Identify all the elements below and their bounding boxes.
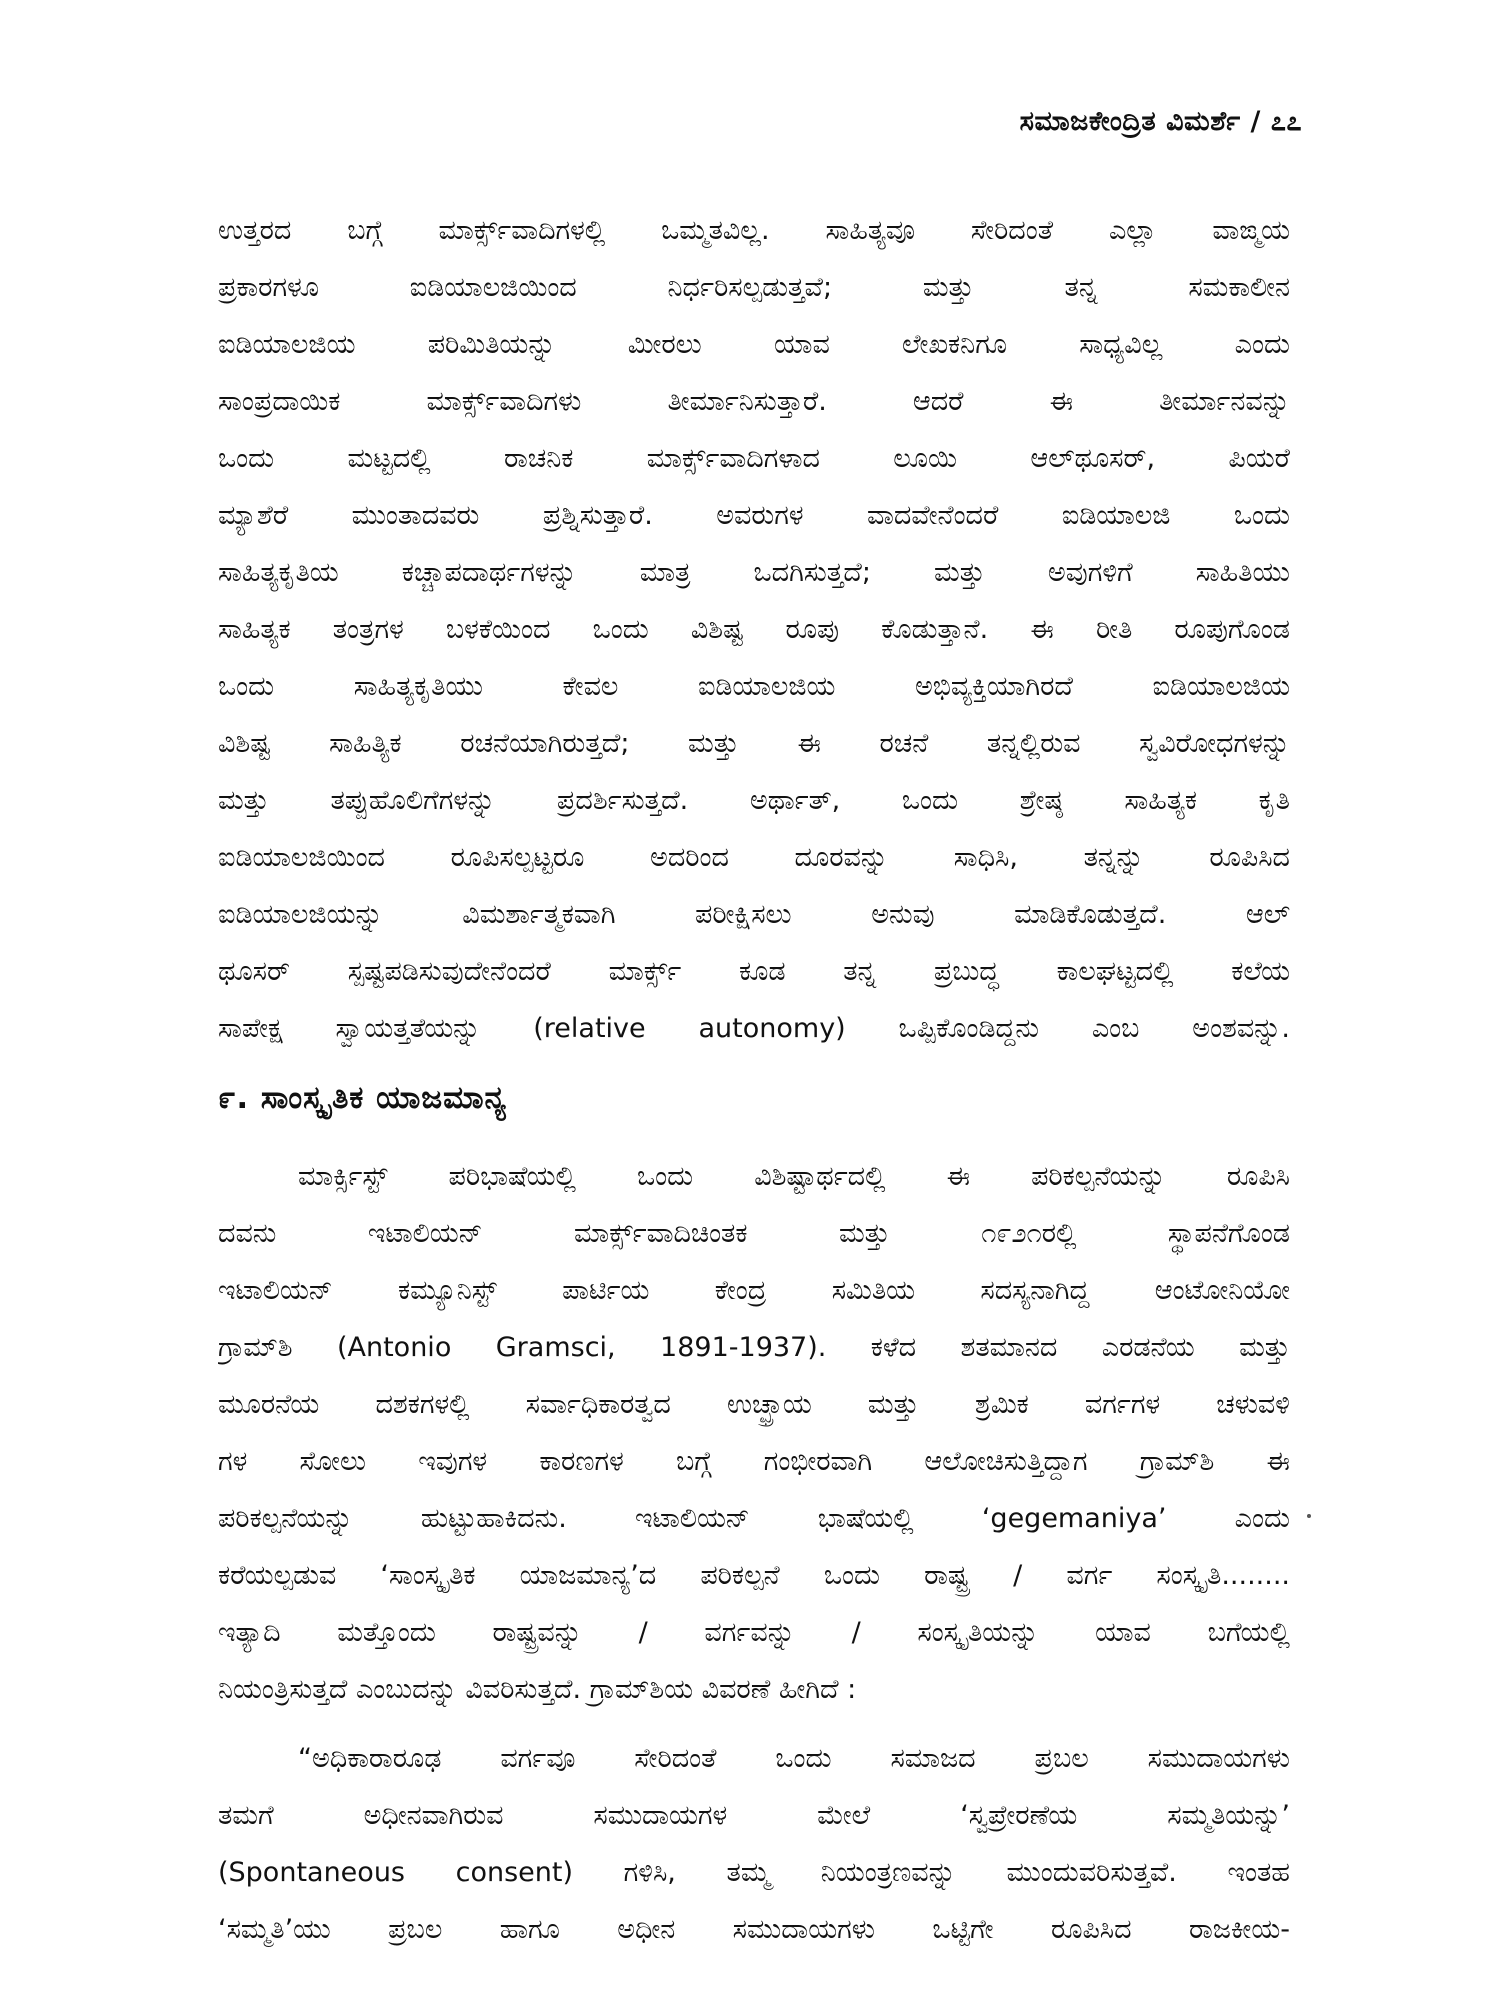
text-line: ಸಾಪೇಕ್ಷ ಸ್ವಾಯತ್ತತೆಯನ್ನು (relative autonomy) ಒಪ್ಪಿಕೊಂಡಿದ್ದನು ಎಂಬ ಅಂಶವನ್ನು. <box>218 1013 1290 1044</box>
text-line: ಒಂದು ಸಾಹಿತ್ಯಕೃತಿಯು ಕೇವಲ ಐಡಿಯಾಲಜಿಯ ಅಭಿವ್ಯಕ್ತಿಯಾಗಿರದೆ ಐಡಿಯಾಲಜಿಯ <box>218 671 1290 702</box>
text-line: ವಿಶಿಷ್ಟ ಸಾಹಿತ್ಯಿಕ ರಚನೆಯಾಗಿರುತ್ತದೆ; ಮತ್ತು ಈ ರಚನೆ ತನ್ನಲ್ಲಿರುವ ಸ್ವವಿರೋಧಗಳನ್ನು <box>218 728 1290 759</box>
text-line: ಉತ್ತರದ ಬಗ್ಗೆ ಮಾರ್ಕ್ಸ್‌ವಾದಿಗಳಲ್ಲಿ ಒಮ್ಮತವಿಲ್ಲ. ಸಾಹಿತ್ಯವೂ ಸೇರಿದಂತೆ ಎಲ್ಲಾ ವಾಙ್ಮಯ <box>218 215 1290 246</box>
text-line: ಮತ್ತು ತಪ್ಪುಹೊಲಿಗೆಗಳನ್ನು ಪ್ರದರ್ಶಿಸುತ್ತದೆ. ಅರ್ಥಾತ್, ಒಂದು ಶ್ರೇಷ್ಠ ಸಾಹಿತ್ಯಕ ಕೃತಿ <box>218 785 1290 816</box>
text-line: ಸಾಹಿತ್ಯಕೃತಿಯ ಕಚ್ಚಾಪದಾರ್ಥಗಳನ್ನು ಮಾತ್ರ ಒದಗಿಸುತ್ತದೆ; ಮತ್ತು ಅವುಗಳಿಗೆ ಸಾಹಿತಿಯು <box>218 557 1290 588</box>
text-line: ಸಾಹಿತ್ಯಕ ತಂತ್ರಗಳ ಬಳಕೆಯಿಂದ ಒಂದು ವಿಶಿಷ್ಟ ರೂಪು ಕೊಡುತ್ತಾನೆ. ಈ ರೀತಿ ರೂಪುಗೊಂಡ <box>218 614 1290 645</box>
running-header: ಸಮಾಜಕೇಂದ್ರಿತ ವಿಮರ್ಶೆ / ೭೭ <box>1019 106 1302 137</box>
text-line: “ಅಧಿಕಾರಾರೂಢ ವರ್ಗವೂ ಸೇರಿದಂತೆ ಒಂದು ಸಮಾಜದ ಪ್ರಬಲ ಸಮುದಾಯಗಳು <box>298 1743 1290 1774</box>
text-line: ಇಟಾಲಿಯನ್ ಕಮ್ಯೂನಿಸ್ಟ್ ಪಾರ್ಟಿಯ ಕೇಂದ್ರ ಸಮಿತಿಯ ಸದಸ್ಯನಾಗಿದ್ದ ಆಂಟೋನಿಯೋ <box>218 1275 1290 1306</box>
text-line: ಐಡಿಯಾಲಜಿಯನ್ನು ವಿಮರ್ಶಾತ್ಮಕವಾಗಿ ಪರೀಕ್ಷಿಸಲು ಅನುವು ಮಾಡಿಕೊಡುತ್ತದೆ. ಆಲ್ <box>218 899 1290 930</box>
text-line: ಗಳ ಸೋಲು ಇವುಗಳ ಕಾರಣಗಳ ಬಗ್ಗೆ ಗಂಭೀರವಾಗಿ ಆಲೋಚಿಸುತ್ತಿದ್ದಾಗ ಗ್ರಾಮ್‌ಶಿ ಈ <box>218 1446 1290 1477</box>
text-line: ತಮಗೆ ಅಧೀನವಾಗಿರುವ ಸಮುದಾಯಗಳ ಮೇಲೆ ‘ಸ್ವಪ್ರೇರಣೆಯ ಸಮ್ಮತಿಯನ್ನು’ <box>218 1800 1290 1831</box>
text-line: ನಿಯಂತ್ರಿಸುತ್ತದೆ ಎಂಬುದನ್ನು ವಿವರಿಸುತ್ತದೆ. ಗ್ರಾಮ್‌ಶಿಯ ವಿವರಣೆ ಹೀಗಿದೆ : <box>218 1674 857 1705</box>
text-line: ಐಡಿಯಾಲಜಿಯಿಂದ ರೂಪಿಸಲ್ಪಟ್ಟರೂ ಅದರಿಂದ ದೂರವನ್ನು ಸಾಧಿಸಿ, ತನ್ನನ್ನು ರೂಪಿಸಿದ <box>218 842 1290 873</box>
text-line: ಗ್ರಾಮ್‌ಶಿ (Antonio Gramsci, 1891-1937). ಕಳೆದ ಶತಮಾನದ ಎರಡನೆಯ ಮತ್ತು <box>218 1332 1290 1363</box>
text-line: ಥೂಸರ್ ಸ್ಪಷ್ಟಪಡಿಸುವುದೇನೆಂದರೆ ಮಾರ್ಕ್ಸ್ ಕೂಡ ತನ್ನ ಪ್ರಬುದ್ಧ ಕಾಲಘಟ್ಟದಲ್ಲಿ ಕಲೆಯ <box>218 956 1290 987</box>
text-line: (Spontaneous consent) ಗಳಿಸಿ, ತಮ್ಮ ನಿಯಂತ್ರಣವನ್ನು ಮುಂದುವರಿಸುತ್ತವೆ. ಇಂತಹ <box>218 1857 1290 1888</box>
paragraph-marxist-debate <box>218 202 1290 1057</box>
text-line: ಪ್ರಕಾರಗಳೂ ಐಡಿಯಾಲಜಿಯಿಂದ ನಿರ್ಧರಿಸಲ್ಪಡುತ್ತವೆ; ಮತ್ತು ತನ್ನ ಸಮಕಾಲೀನ <box>218 272 1290 303</box>
text-line: ಪರಿಕಲ್ಪನೆಯನ್ನು ಹುಟ್ಟುಹಾಕಿದನು. ಇಟಾಲಿಯನ್ ಭಾಷೆಯಲ್ಲಿ ‘gegemaniya’ ಎಂದು <box>218 1503 1290 1534</box>
text-line: ಒಂದು ಮಟ್ಟದಲ್ಲಿ ರಾಚನಿಕ ಮಾರ್ಕ್ಸ್‌ವಾದಿಗಳಾದ ಲೂಯಿ ಆಲ್‌ಥೂಸರ್, ಪಿಯರೆ <box>218 443 1290 474</box>
text-line: ಮ್ಯಾಶೆರೆ ಮುಂತಾದವರು ಪ್ರಶ್ನಿಸುತ್ತಾರೆ. ಅವರುಗಳ ವಾದವೇನೆಂದರೆ ಐಡಿಯಾಲಜಿ ಒಂದು <box>218 500 1290 531</box>
quotation-block <box>218 1730 1290 1958</box>
text-line: ಸಾಂಪ್ರದಾಯಿಕ ಮಾರ್ಕ್ಸ್‌ವಾದಿಗಳು ತೀರ್ಮಾನಿಸುತ್ತಾರೆ. ಆದರೆ ಈ ತೀರ್ಮಾನವನ್ನು <box>218 386 1290 417</box>
text-line: ಕರೆಯಲ್ಪಡುವ ‘ಸಾಂಸ್ಕೃತಿಕ ಯಾಜಮಾನ್ಯ’ದ ಪರಿಕಲ್ಪನೆ ಒಂದು ರಾಷ್ಟ್ರ / ವರ್ಗ ಸಂಸ್ಕೃತಿ........ <box>218 1560 1290 1591</box>
text-line: ಇತ್ಯಾದಿ ಮತ್ತೊಂದು ರಾಷ್ಟ್ರವನ್ನು / ವರ್ಗವನ್ನು / ಸಂಸ್ಕೃತಿಯನ್ನು ಯಾವ ಬಗೆಯಲ್ಲಿ <box>218 1617 1290 1648</box>
text-line: ಮಾರ್ಕ್ಸಿಸ್ಟ್ ಪರಿಭಾಷೆಯಲ್ಲಿ ಒಂದು ವಿಶಿಷ್ಟಾರ್ಥದಲ್ಲಿ ಈ ಪರಿಕಲ್ಪನೆಯನ್ನು ರೂಪಿಸಿ <box>298 1161 1290 1192</box>
text-line: ದವನು ಇಟಾಲಿಯನ್ ಮಾರ್ಕ್ಸ್‌ವಾದಿಚಿಂತಕ ಮತ್ತು ೧೯೨೧ರಲ್ಲಿ ಸ್ಥಾಪನೆಗೊಂಡ <box>218 1218 1290 1249</box>
text-line: ‘ಸಮ್ಮತಿ’ಯು ಪ್ರಬಲ ಹಾಗೂ ಅಧೀನ ಸಮುದಾಯಗಳು ಒಟ್ಟಿಗೇ ರೂಪಿಸಿದ ರಾಜಕೀಯ- <box>218 1914 1290 1945</box>
margin-mark <box>1307 1514 1311 1518</box>
paragraph-gramsci-intro <box>218 1148 1290 1718</box>
text-line: ಐಡಿಯಾಲಜಿಯ ಪರಿಮಿತಿಯನ್ನು ಮೀರಲು ಯಾವ ಲೇಖಕನಿಗೂ ಸಾಧ್ಯವಿಲ್ಲ ಎಂದು <box>218 329 1290 360</box>
text-line: ಮೂರನೆಯ ದಶಕಗಳಲ್ಲಿ ಸರ್ವಾಧಿಕಾರತ್ವದ ಉಚ್ಛ್ರಾಯ ಮತ್ತು ಶ್ರಮಿಕ ವರ್ಗಗಳ ಚಳುವಳಿ <box>218 1389 1290 1420</box>
section-heading: ೯. ಸಾಂಸ್ಕೃತಿಕ ಯಾಜಮಾನ್ಯ <box>218 1080 508 1116</box>
